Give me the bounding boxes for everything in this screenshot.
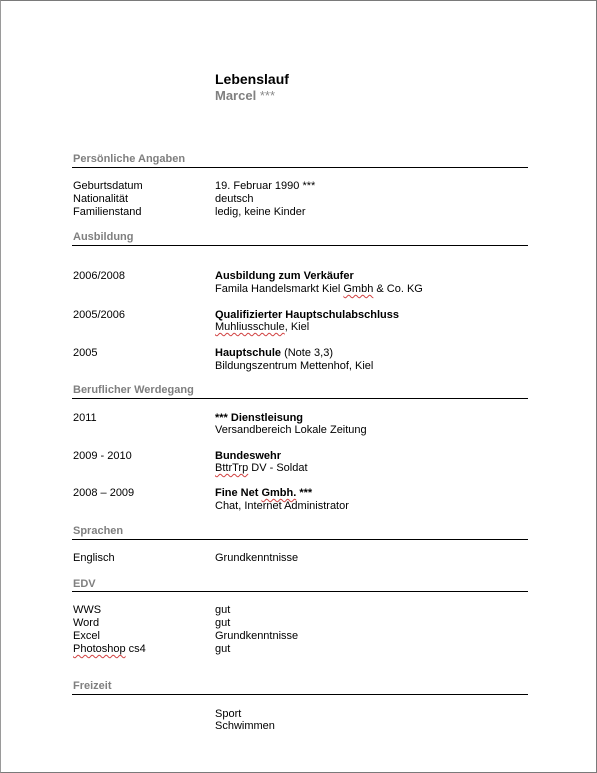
career-description: Chat, Internet Administrator [215, 500, 349, 512]
leisure-item: Sport [215, 708, 242, 720]
edv-skill-label: Excel [73, 630, 100, 642]
language-level: Grundkenntnisse [215, 552, 299, 564]
section-divider [72, 167, 528, 168]
career-description: BttrTrp DV - Soldat [215, 462, 308, 474]
section-heading-languages: Sprachen [73, 525, 124, 537]
education-period: 2005/2006 [73, 309, 125, 321]
education-title: Ausbildung zum Verkäufer [215, 270, 354, 282]
edv-skill-label: WWS [73, 604, 102, 616]
applicant-name [215, 88, 275, 103]
document-title: Lebenslauf [215, 71, 289, 87]
education-period: 2005 [73, 347, 98, 359]
nationality-value: deutsch [215, 193, 254, 205]
career-title: *** Dienstleisung [215, 412, 304, 424]
edv-skill-label: Photoshop cs4 [73, 643, 146, 655]
section-divider [72, 398, 528, 399]
education-title: Qualifizierter Hauptschulabschluss [215, 309, 399, 321]
career-period: 2009 - 2010 [73, 450, 132, 462]
education-institution: Muhliusschule, Kiel [215, 321, 310, 333]
education-institution: Bildungszentrum Mettenhof, Kiel [215, 360, 374, 372]
language-label: Englisch [73, 552, 115, 564]
career-period: 2011 [73, 412, 97, 424]
career-title: Bundeswehr [215, 450, 282, 462]
birthdate-label: Geburtsdatum [73, 180, 143, 192]
section-divider [72, 245, 528, 246]
career-description: Versandbereich Lokale Zeitung [215, 424, 367, 436]
education-institution: Famila Handelsmarkt Kiel Gmbh & Co. KG [215, 283, 423, 295]
marital-status-label: Familienstand [73, 206, 142, 218]
section-heading-leisure: Freizeit [73, 680, 112, 692]
edv-skill-level: gut [215, 604, 231, 616]
career-title: Fine Net Gmbh. *** [215, 487, 313, 499]
career-period: 2008 – 2009 [73, 487, 135, 499]
marital-status-value: ledig, keine Kinder [215, 206, 306, 218]
applicant-name-suffix: *** [259, 88, 276, 103]
section-heading-edv: EDV [73, 578, 96, 590]
education-period: 2006/2008 [73, 270, 125, 282]
section-heading-personal: Persönliche Angaben [73, 153, 186, 165]
leisure-item: Schwimmen [215, 720, 275, 732]
edv-skill-level: gut [215, 643, 231, 655]
section-heading-career: Beruflicher Werdegang [73, 384, 194, 396]
applicant-first-name: Marcel [215, 88, 257, 103]
edv-skill-label: Word [73, 617, 100, 629]
nationality-label: Nationalität [73, 193, 129, 205]
section-divider [72, 694, 528, 695]
education-title: Hauptschule (Note 3,3) [215, 347, 333, 359]
section-divider [72, 539, 528, 540]
edv-skill-level: Grundkenntnisse [215, 630, 299, 642]
birthdate-value: 19. Februar 1990 *** [215, 180, 316, 192]
edv-skill-level: gut [215, 617, 231, 629]
section-divider [72, 591, 528, 592]
section-heading-education: Ausbildung [73, 231, 134, 243]
